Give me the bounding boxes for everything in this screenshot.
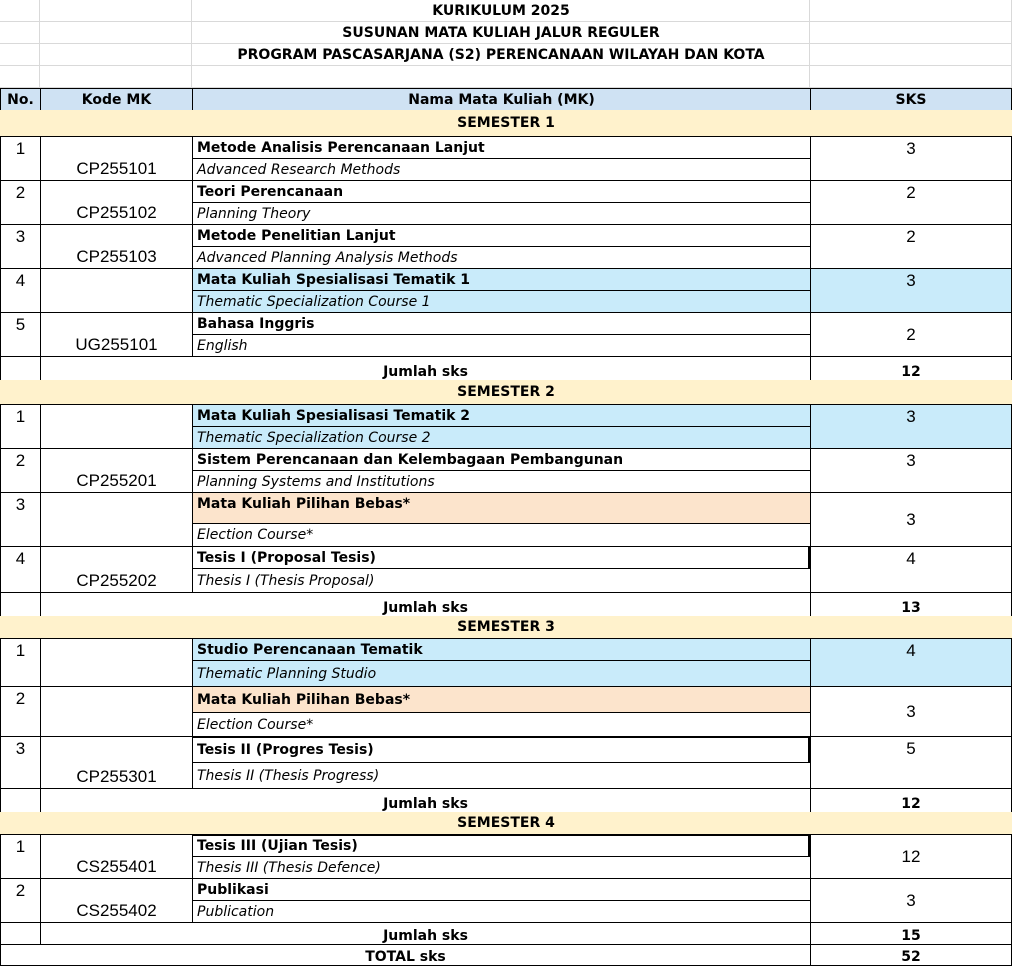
course-code bbox=[40, 404, 193, 449]
semester-1-sum-value: 12 bbox=[810, 356, 1012, 381]
header-no: No. bbox=[0, 88, 41, 111]
course-sks: 4 bbox=[810, 638, 1012, 687]
sum-blank-cell bbox=[0, 356, 41, 381]
course-code: CP255103 bbox=[40, 224, 193, 269]
semester-2-sum-value: 13 bbox=[810, 592, 1012, 617]
header-sks: SKS bbox=[810, 88, 1012, 111]
course-name-id: Mata Kuliah Spesialisasi Tematik 2 bbox=[192, 404, 811, 427]
course-sks: 5 bbox=[810, 736, 1012, 789]
semester-2-header: SEMESTER 2 bbox=[0, 380, 1012, 404]
course-code: CS255401 bbox=[40, 834, 193, 879]
course-name-id: Tesis II (Progres Tesis) bbox=[192, 736, 810, 763]
header-name: Nama Mata Kuliah (MK) bbox=[192, 88, 811, 111]
course-no: 4 bbox=[0, 268, 41, 313]
course-name-id: Metode Penelitian Lanjut bbox=[192, 224, 811, 247]
course-sks: 3 bbox=[810, 492, 1012, 547]
course-no: 1 bbox=[0, 638, 41, 687]
course-name-en: Advanced Planning Analysis Methods bbox=[192, 246, 811, 269]
semester-1-sum-label: Jumlah sks bbox=[40, 356, 811, 381]
semester-1-header: SEMESTER 1 bbox=[0, 110, 1012, 136]
course-code bbox=[40, 268, 193, 313]
course-name-id: Tesis III (Ujian Tesis) bbox=[192, 834, 810, 857]
sum-blank-cell bbox=[0, 788, 41, 813]
course-sks: 3 bbox=[810, 686, 1012, 737]
course-name-en: Thematic Specialization Course 1 bbox=[192, 290, 811, 313]
course-name-en: Planning Systems and Institutions bbox=[192, 470, 811, 493]
semester-4-sum-value: 15 bbox=[810, 922, 1012, 945]
sum-blank-cell bbox=[0, 592, 41, 617]
course-sks: 3 bbox=[810, 136, 1012, 181]
course-no: 1 bbox=[0, 834, 41, 879]
course-sks: 3 bbox=[810, 448, 1012, 493]
course-name-id: Metode Analisis Perencanaan Lanjut bbox=[192, 136, 811, 159]
course-no: 2 bbox=[0, 448, 41, 493]
grid-cell bbox=[40, 66, 192, 88]
course-name-id: Teori Perencanaan bbox=[192, 180, 811, 203]
course-name-en: Election Course* bbox=[192, 523, 811, 547]
grid-cell bbox=[810, 22, 1012, 44]
semester-3-sum-value: 12 bbox=[810, 788, 1012, 813]
grid-cell bbox=[810, 44, 1012, 66]
course-sks: 3 bbox=[810, 404, 1012, 449]
course-code: CP255202 bbox=[40, 546, 193, 593]
semester-4-header: SEMESTER 4 bbox=[0, 812, 1012, 834]
grid-cell bbox=[40, 0, 192, 22]
course-name-id: Mata Kuliah Pilihan Bebas* bbox=[192, 492, 811, 524]
course-name-id: Tesis I (Proposal Tesis) bbox=[192, 546, 810, 569]
course-name-en: Thesis I (Thesis Proposal) bbox=[192, 568, 811, 593]
course-no: 1 bbox=[0, 136, 41, 181]
total-label: TOTAL sks bbox=[0, 944, 811, 966]
grid-cell bbox=[0, 66, 40, 88]
course-name-id: Sistem Perencanaan dan Kelembagaan Pembangunan bbox=[192, 448, 811, 471]
course-name-id: Bahasa Inggris bbox=[192, 312, 811, 335]
course-no: 2 bbox=[0, 180, 41, 225]
course-code bbox=[40, 492, 193, 547]
course-sks: 4 bbox=[810, 546, 1012, 593]
course-no: 2 bbox=[0, 686, 41, 737]
course-name-id: Publikasi bbox=[192, 878, 811, 901]
course-sks: 2 bbox=[810, 312, 1012, 357]
course-name-id: Studio Perencanaan Tematik bbox=[192, 638, 811, 661]
doc-title: KURIKULUM 2025 bbox=[432, 3, 570, 19]
course-code: CS255402 bbox=[40, 878, 193, 923]
course-name-en: Thesis III (Thesis Defence) bbox=[192, 856, 811, 879]
course-code: CP255301 bbox=[40, 736, 193, 789]
grid-cell bbox=[810, 0, 1012, 22]
header-code: Kode MK bbox=[40, 88, 193, 111]
course-name-en: Thesis II (Thesis Progress) bbox=[192, 762, 811, 789]
semester-3-sum-label: Jumlah sks bbox=[40, 788, 811, 813]
course-name-en: Thematic Specialization Course 2 bbox=[192, 426, 811, 449]
course-name-en: Thematic Planning Studio bbox=[192, 660, 811, 687]
semester-2-sum-label: Jumlah sks bbox=[40, 592, 811, 617]
course-name-en: Election Course* bbox=[192, 712, 811, 737]
course-name-id: Mata Kuliah Pilihan Bebas* bbox=[192, 686, 811, 713]
course-no: 3 bbox=[0, 224, 41, 269]
course-name-en: Planning Theory bbox=[192, 202, 811, 225]
course-no: 1 bbox=[0, 404, 41, 449]
grid-cell bbox=[0, 22, 40, 44]
grid-cell bbox=[0, 44, 40, 66]
course-code: CP255101 bbox=[40, 136, 193, 181]
grid-cell bbox=[810, 66, 1012, 88]
grid-cell bbox=[0, 0, 40, 22]
course-no: 4 bbox=[0, 546, 41, 593]
semester-3-header: SEMESTER 3 bbox=[0, 616, 1012, 638]
course-sks: 2 bbox=[810, 180, 1012, 225]
course-code: CP255102 bbox=[40, 180, 193, 225]
doc-subtitle: SUSUNAN MATA KULIAH JALUR REGULER bbox=[342, 25, 660, 41]
course-no: 3 bbox=[0, 492, 41, 547]
course-sks: 2 bbox=[810, 224, 1012, 269]
course-name-id: Mata Kuliah Spesialisasi Tematik 1 bbox=[192, 268, 811, 291]
total-value: 52 bbox=[810, 944, 1012, 966]
course-sks: 3 bbox=[810, 878, 1012, 923]
grid-cell bbox=[40, 22, 192, 44]
semester-4-sum-label: Jumlah sks bbox=[40, 922, 811, 945]
course-no: 5 bbox=[0, 312, 41, 357]
course-code bbox=[40, 638, 193, 687]
course-sks: 12 bbox=[810, 834, 1012, 879]
grid-cell bbox=[192, 66, 810, 88]
course-name-en: English bbox=[192, 334, 811, 357]
course-code bbox=[40, 686, 193, 737]
sum-blank-cell bbox=[0, 922, 41, 945]
course-sks: 3 bbox=[810, 268, 1012, 313]
course-code: CP255201 bbox=[40, 448, 193, 493]
program-title: PROGRAM PASCASARJANA (S2) PERENCANAAN WILAYAH DAN KOTA bbox=[237, 47, 765, 63]
course-no: 3 bbox=[0, 736, 41, 789]
course-name-en: Publication bbox=[192, 900, 811, 923]
course-name-en: Advanced Research Methods bbox=[192, 158, 811, 181]
course-code: UG255101 bbox=[40, 312, 193, 357]
grid-cell bbox=[40, 44, 192, 66]
course-no: 2 bbox=[0, 878, 41, 923]
